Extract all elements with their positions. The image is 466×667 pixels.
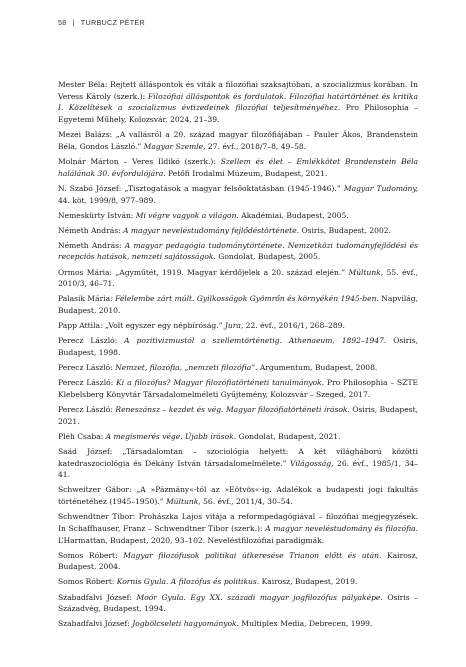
entry-title: Magyar Szemle, [143,141,206,151]
entry-text: Palasik Mária: [58,294,116,304]
entry-title: A magyar pedagógia tudománytörténete. Nemzetközi tudományfejlődési és recepciós hatások, nemzeti sajátosságok. [58,240,418,262]
entry-text: Németh András: [58,240,125,250]
entry-title: Mi végre vagyok a világon. [135,210,239,220]
entry-text: N. Szabó József: „Tisztogatások a magyar felsőoktatásban (1945-1946).” [58,183,344,193]
entry-title: Magyar Tudomány, [343,183,418,193]
entry-text: Szabadfalvi József: [58,592,137,602]
entry-text: 56. évf., 2011/4, 30–54. [200,497,293,507]
entry-text: Somos Róbert: [58,577,117,587]
bibliography-entry [58,446,418,481]
entry-text: Osiris, Budapest, 1998. [58,336,418,357]
entry-text: Kairosz, Budapest, 2004. [58,550,418,572]
entry-text: Schweitzer Gábor: „A »Pázmány«-tól az »Eötvös«-ig. Adalékok a budapesti jogi fakultás történetéhez (1945–1950).” [58,485,418,507]
bibliography-entry [58,240,418,263]
entry-text: Papp Attila: „Volt egyszer egy népbíróság.” [58,321,225,331]
entry-text: Pro Philosophia – Egyetemi Műhely, Kolozsvár, 2024, 21–39. [58,103,418,125]
entry-text: Mezei Balázs: „A vallásról a 20. század magyar filozófiájában – Pauler Ákos, Brandenstein Béla, Gondos László.” [58,130,418,151]
entry-title: Reneszánsz – kezdet és vég. Magyar filozófiatörténeti írások. [115,404,350,414]
entry-text: Akadémiai, Budapest, 2005. [238,210,349,220]
entry-text: Nemeskürty István: [58,210,136,220]
entry-text: Pléh Csaba: [58,431,106,441]
bibliography-entry [58,267,418,290]
bibliography-entry [58,404,418,427]
bibliography-entry [58,335,418,358]
entry-text: Mester Béla: Rejtett álláspontok és viták a filozófiai szaksajtóban, a szocializmus korában. In Veress Károly (szerk.): [58,80,418,101]
entry-text: Petőfi Irodalmi Múzeum, Budapest, 2021. [165,168,328,178]
bibliography-entry [58,210,418,222]
header-separator: | [72,18,75,27]
entry-text: Perecz László: [58,363,116,373]
entry-text: Saád József: „Társadalomtan – szociológia helyett: A két világháború közötti katedraszociológia és Dékány István társadalomelmélete.” [58,446,418,468]
entry-title: A pozitivizmustól a szellemtörténetig. Athenaeum, 1892–1947. [124,336,387,346]
bibliography-entry [58,293,418,316]
entry-text: Schwendtner Tibor: Prohászka Lajos vitája a reformpedagógiával – filozófiai megjegyzések. In Schaffhauser, Franz – Schwendtner Tibor (szerk.): [58,512,418,533]
entry-title: Jogbölcseleti hagyományok. [132,619,239,629]
entry-title: Jura, [224,321,244,331]
entry-text: Németh András: [58,225,124,235]
bibliography-entry [58,362,418,374]
bibliography-list [58,79,418,633]
entry-text: Perecz László: [58,404,116,414]
entry-text: 44. köt. 1999/8, 977–989. [58,195,156,205]
entry-title: Magyar filozófusok politikai útkeresése Trianon előtt és után. [123,550,382,560]
bibliography-entry [58,511,418,546]
bibliography-entry [58,320,418,332]
entry-text: 26. évf., 1985/1, 34–41. [58,458,418,480]
entry-title: Múltunk, [348,267,384,277]
entry-text: Gondolat, Budapest, 2005. [215,252,321,262]
bibliography-entry [58,129,418,152]
page-number: 58 [58,18,67,27]
bibliography-entry [58,225,418,237]
entry-text: Multiplex Media, Debrecen, 1999. [239,619,373,629]
entry-title: Filozófiai álláspontok és fordulatok. Filozófiai határtörténet és kritika I. Közelítések a szocializmus évtizedeinek filozófiai teljesítményéhez. [58,91,418,113]
running-title: TURBUCZ PÉTER [80,18,145,27]
entry-title: Múltunk, [165,497,201,507]
entry-text: Somos Róbert: [58,550,124,560]
entry-text: Kairosz, Budapest, 2019. [259,577,358,587]
entry-title: A megismerés vége. Újabb írások. [105,431,237,441]
entry-text: 22. évf., 2016/1, 268–289. [243,321,345,331]
entry-text: Argumentum, Budapest, 2008. [257,363,378,373]
bibliography-entry [58,183,418,206]
entry-text: 55. évf., 2010/3, 46–71. [58,267,418,289]
entry-text: Pro Philosophia – SZTE Klebelsberg Könyvtár Társadalomelméleti Gyűjtemény, Kolozsvár – Szeged, 2017. [58,378,419,399]
bibliography-entry [58,550,418,573]
entry-title: Világosság, [290,458,334,468]
bibliography-entry [58,592,418,615]
bibliography-entry [58,79,418,126]
bibliography-entry [58,156,418,179]
entry-title: Ki a filozófus? Magyar filozófiatörténeti tanulmányok. [116,378,325,388]
entry-title: Félelembe zárt múlt. Gyilkosságok Gyömrőn és környékén 1945-ben. [115,294,379,304]
entry-text: L’Harmattan, Budapest, 2020, 93–102. Neveléstfilozófiai paradigmák. [58,535,325,545]
entry-text: Molnár Márton – Veres Ildikó (szerk.): [58,157,221,166]
entry-title: Szellem és élet – Emlékkötet Brandenstein Béla halálának 30. évfordulójára. [58,157,418,178]
bibliography-entry [58,484,418,507]
entry-text: Osiris, Budapest, 2021. [58,404,418,426]
entry-text: 27. évf., 2018/7–8, 49–58. [205,141,307,151]
entry-title: A magyar neveléstudomány és filozófia. [265,523,418,533]
entry-text: Szabadfalvi József: [58,619,133,629]
entry-title: Kornis Gyula. A filozófus és politikus. [116,577,260,587]
entry-title: Nemzet, filozófia, „nemzeti filozófia”. [115,363,258,373]
entry-text: Perecz László: [58,336,125,346]
bibliography-entry [58,576,418,588]
entry-title: Moór Gyula. Egy XX. századi magyar jogfilozófus pályaképe. [136,592,383,602]
entry-text: Gondolat, Budapest, 2021. [236,431,341,441]
entry-title: A magyar neveléstudomány fejlődéstörténete. [123,225,300,235]
bibliography-entry [58,431,418,443]
entry-text: Perecz László: [58,378,117,388]
running-header [58,18,145,27]
entry-text: Ormos Mária: „Agyműtét, 1919. Magyar kérdőjelek a 20. század elején.” [58,267,349,277]
entry-text: Osiris – Századvég, Budapest, 1994. [58,592,418,614]
bibliography-entry [58,377,418,400]
entry-text: Osiris, Budapest, 2002. [299,225,391,235]
entry-text: Napvilág, Budapest, 2010. [58,294,418,316]
bibliography-entry [58,618,418,630]
